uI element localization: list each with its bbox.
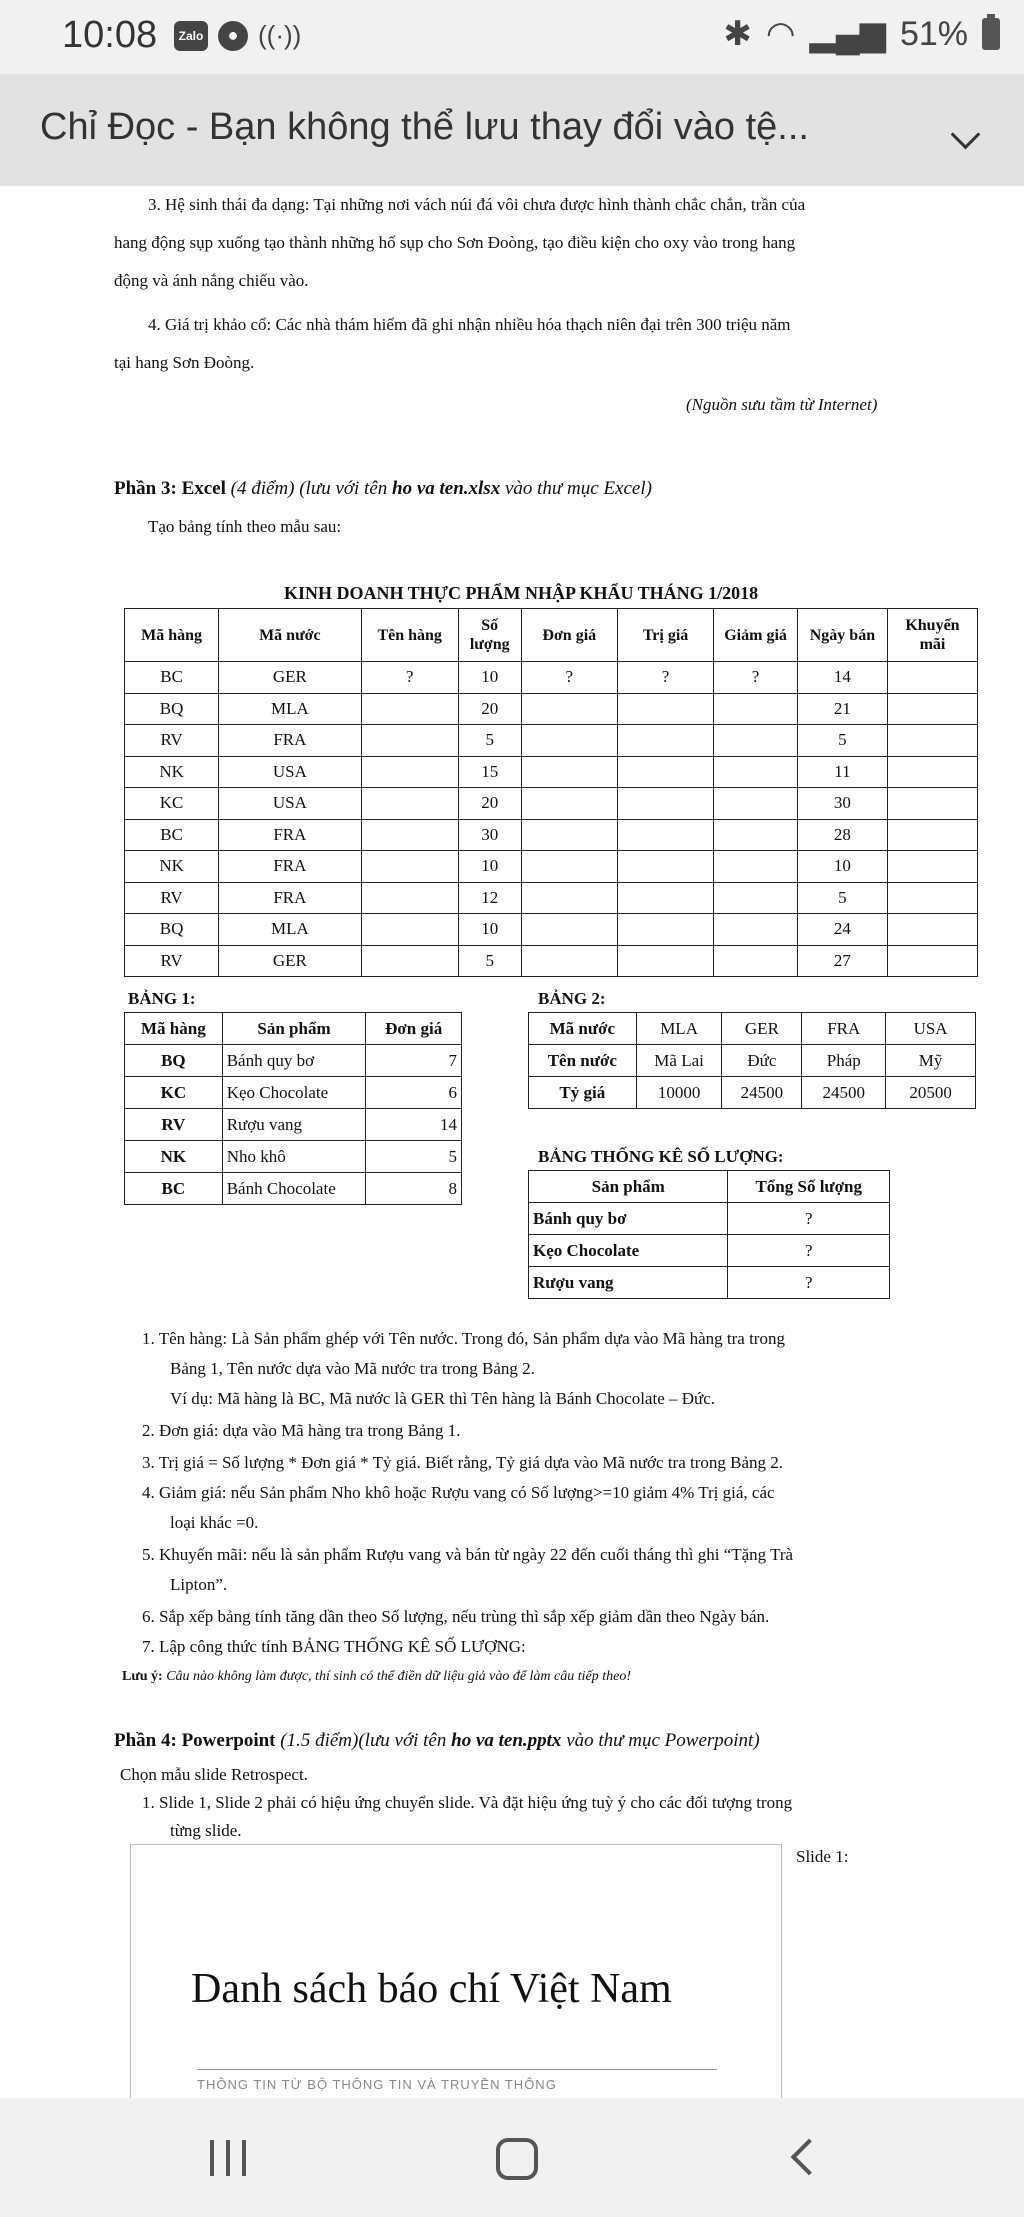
main-table [124, 608, 978, 977]
table-row [125, 914, 978, 946]
table-cell: 5 [458, 945, 521, 977]
instruction-line: loại khác =0. [170, 1513, 259, 1532]
status-time: 10:08 [62, 14, 158, 56]
note-line [122, 1666, 631, 1688]
table-cell [361, 882, 458, 914]
table-cell: NK [125, 1141, 223, 1173]
table-cell: Mã Lai [636, 1045, 722, 1077]
chevron-down-icon[interactable] [951, 120, 981, 150]
table-cell: Pháp [802, 1045, 886, 1077]
table-cell [887, 788, 977, 820]
bang-2-table [528, 1012, 976, 1109]
bang-3-table [528, 1170, 890, 1299]
table-cell: MLA [219, 693, 361, 725]
table-cell: 27 [797, 945, 887, 977]
table-cell: GER [722, 1013, 802, 1045]
bang-1-table [124, 1012, 462, 1205]
table-cell: 7 [366, 1045, 462, 1077]
table-cell: BC [125, 662, 219, 694]
read-only-banner[interactable] [0, 74, 1024, 186]
table-cell: 10000 [636, 1077, 722, 1109]
back-icon[interactable] [791, 2139, 828, 2176]
table-cell [361, 851, 458, 883]
col-header: Mã nước [219, 609, 361, 662]
table-cell: BC [125, 819, 219, 851]
table-cell: 28 [797, 819, 887, 851]
table-cell: 15 [458, 756, 521, 788]
table-cell [714, 819, 798, 851]
col-header: Sản phẩm [222, 1013, 366, 1045]
hotspot-icon: ((·)) [258, 20, 302, 50]
table-row [125, 851, 978, 883]
part-4-heading [114, 1730, 760, 1752]
instruction-line: 2. Đơn giá: dựa vào Mã hàng tra trong Bảng 1. [142, 1421, 461, 1440]
table-cell: 30 [797, 788, 887, 820]
part-3-points: (4 điểm) (lưu với tên [230, 478, 388, 499]
part-4-filename: ho va ten.pptx [451, 1730, 562, 1751]
table-cell [617, 882, 713, 914]
slide-1-preview [130, 1844, 782, 2098]
table-row [125, 1141, 462, 1173]
table-cell [714, 756, 798, 788]
table-cell: FRA [219, 725, 361, 757]
table-row [125, 788, 978, 820]
part-3-folder: vào thư mục Excel) [504, 478, 652, 499]
table-cell: 5 [797, 725, 887, 757]
table-cell: 11 [797, 756, 887, 788]
table-cell: Bánh quy bơ [529, 1203, 728, 1235]
banner-title: Chỉ Đọc - Bạn không thể lưu thay đổi vào tệ... [40, 106, 809, 148]
bang-3-body [529, 1203, 890, 1299]
part-3-subtitle: Tạo bảng tính theo mẫu sau: [148, 517, 342, 536]
chat-bubble-icon: ● [218, 21, 248, 51]
table-cell: Mã nước [529, 1013, 637, 1045]
table-cell: Kẹo Chocolate [222, 1077, 366, 1109]
col-header: Trị giá [617, 609, 713, 662]
table-cell: MLA [219, 914, 361, 946]
part-4-folder: vào thư mục Powerpoint) [566, 1730, 760, 1751]
part-3-heading [114, 478, 652, 500]
table-cell: 5 [458, 725, 521, 757]
table-cell [887, 725, 977, 757]
part-4-instruction: 1. Slide 1, Slide 2 phải có hiệu ứng chuyển slide. Và đặt hiệu ứng tuỳ ý cho các đối tượng trong [142, 1793, 793, 1812]
table-cell: 24 [797, 914, 887, 946]
table-cell: 10 [458, 662, 521, 694]
table-cell [887, 819, 977, 851]
table-cell [361, 819, 458, 851]
table-row [125, 756, 978, 788]
table-row [125, 1077, 462, 1109]
col-header: Tổng Số lượng [728, 1171, 890, 1203]
table-cell: 10 [458, 851, 521, 883]
col-header: Đơn giá [366, 1013, 462, 1045]
system-icons [723, 14, 1000, 54]
table-cell: 30 [458, 819, 521, 851]
table-cell: USA [219, 756, 361, 788]
table-cell: RV [125, 725, 219, 757]
table-cell: Bánh Chocolate [222, 1173, 366, 1205]
table-cell [617, 693, 713, 725]
col-header: Tên hàng [361, 609, 458, 662]
note-text: Câu nào không làm được, thí sinh có thể điền dữ liệu giả vào để làm câu tiếp theo! [166, 1669, 632, 1684]
col-header: Đơn giá [521, 609, 617, 662]
table-cell: ? [728, 1235, 890, 1267]
table-row [125, 1109, 462, 1141]
table-cell: FRA [219, 851, 361, 883]
main-table-body [125, 662, 978, 977]
instruction-line: Lipton”. [170, 1575, 228, 1594]
table-cell: ? [521, 662, 617, 694]
table-row [529, 1045, 976, 1077]
table-cell [361, 914, 458, 946]
navigation-bar [0, 2098, 1024, 2217]
table-cell: 14 [797, 662, 887, 694]
col-header: Số lượng [458, 609, 521, 662]
table-cell: Đức [722, 1045, 802, 1077]
table-cell [714, 945, 798, 977]
col-header: Giảm giá [714, 609, 798, 662]
table-cell [361, 756, 458, 788]
table-cell: KC [125, 788, 219, 820]
table-cell [617, 725, 713, 757]
table-cell [521, 914, 617, 946]
table-cell [887, 662, 977, 694]
table-cell [887, 851, 977, 883]
table-row [125, 1173, 462, 1205]
table-cell [521, 819, 617, 851]
slide-title: Danh sách báo chí Việt Nam [191, 1966, 672, 2012]
table-cell [521, 693, 617, 725]
slide-divider [197, 2069, 717, 2070]
table-cell: 10 [797, 851, 887, 883]
table-row [125, 662, 978, 694]
table-cell: Tỷ giá [529, 1077, 637, 1109]
table-cell: BQ [125, 914, 219, 946]
table-row [529, 1267, 890, 1299]
notification-icons [174, 20, 301, 51]
table-cell: 24500 [802, 1077, 886, 1109]
table-cell: Mỹ [886, 1045, 976, 1077]
instruction-line: 1. Tên hàng: Là Sản phẩm ghép với Tên nước. Trong đó, Sản phẩm dựa vào Mã hàng tra trong [142, 1329, 785, 1348]
table-row [529, 1235, 890, 1267]
table-cell: 14 [366, 1109, 462, 1141]
table-cell: NK [125, 851, 219, 883]
battery-icon [982, 18, 1000, 50]
table-cell [361, 788, 458, 820]
table-cell: Rượu vang [529, 1267, 728, 1299]
table-row [125, 725, 978, 757]
bang-1-header [125, 1013, 462, 1045]
table-cell: Kẹo Chocolate [529, 1235, 728, 1267]
table-cell: RV [125, 945, 219, 977]
table-cell [617, 914, 713, 946]
table-cell: MLA [636, 1013, 722, 1045]
instruction-line: 6. Sắp xếp bảng tính tăng dần theo Số lượng, nếu trùng thì sắp xếp giảm dần theo Ngày bán. [142, 1607, 770, 1626]
table-cell [887, 882, 977, 914]
table-row [125, 882, 978, 914]
table-cell: FRA [219, 819, 361, 851]
table-cell: ? [361, 662, 458, 694]
table-cell [617, 819, 713, 851]
para-3-line-2: hang động sụp xuống tạo thành những hố sụp cho Sơn Đoòng, tạo điều kiện cho oxy vào trong hang [114, 233, 796, 252]
part-3-title: Phần 3: Excel [114, 478, 226, 499]
table-cell [887, 693, 977, 725]
signal-icon: ▂▄▆ [809, 15, 886, 53]
note-label: Lưu ý: [122, 1669, 163, 1684]
table-cell: BQ [125, 1045, 223, 1077]
table-cell [361, 945, 458, 977]
slide-label: Slide 1: [796, 1847, 849, 1866]
instruction-line: 3. Trị giá = Số lượng * Đơn giá * Tỷ giá. Biết rằng, Tỷ giá dựa vào Mã nước tra trong Bảng 2. [142, 1453, 784, 1472]
table-row [125, 945, 978, 977]
instruction-line: 5. Khuyến mãi: nếu là sản phẩm Rượu vang và bán từ ngày 22 đến cuối tháng thì ghi “Tặng Trà [142, 1545, 794, 1564]
part-4-title: Phần 4: Powerpoint [114, 1730, 276, 1751]
col-header: Mã hàng [125, 1013, 223, 1045]
table-cell [714, 851, 798, 883]
table-cell: USA [219, 788, 361, 820]
table-cell [361, 693, 458, 725]
table-cell [887, 756, 977, 788]
instruction-line: Ví dụ: Mã hàng là BC, Mã nước là GER thì Tên hàng là Bánh Chocolate – Đức. [170, 1389, 716, 1408]
part-4-subtitle: Chọn mẫu slide Retrospect. [120, 1765, 308, 1784]
table-cell: 8 [366, 1173, 462, 1205]
main-table-header [125, 609, 978, 662]
part-4-points: (1.5 điểm)(lưu với tên [280, 1730, 447, 1751]
table-cell: Rượu vang [222, 1109, 366, 1141]
bang-3-header [529, 1171, 890, 1203]
table-row [125, 693, 978, 725]
col-header: Mã hàng [125, 609, 219, 662]
table-cell [617, 788, 713, 820]
slide-subtitle: THÔNG TIN TỪ BỘ THÔNG TIN VÀ TRUYỀN THÔNG [197, 2077, 557, 2092]
instruction-line: 7. Lập công thức tính BẢNG THỐNG KÊ SỐ LƯỢNG: [142, 1637, 526, 1656]
recent-apps-icon[interactable] [210, 2140, 246, 2176]
para-3-line-3: động và ánh nắng chiếu vào. [114, 271, 309, 290]
table-cell: 20 [458, 788, 521, 820]
source-note: (Nguồn sưu tầm từ Internet) [686, 395, 878, 414]
table-cell [521, 756, 617, 788]
table-row [125, 819, 978, 851]
col-header: Ngày bán [797, 609, 887, 662]
main-table-title: KINH DOANH THỰC PHẨM NHẬP KHẨU THÁNG 1/2018 [284, 583, 759, 603]
battery-percent: 51% [899, 14, 968, 53]
table-row [529, 1013, 976, 1045]
col-header: Sản phẩm [529, 1171, 728, 1203]
part-3-filename: ho va ten.xlsx [392, 478, 501, 499]
bang-1-label: BẢNG 1: [128, 989, 196, 1008]
table-cell: ? [617, 662, 713, 694]
para-3-line-1: 3. Hệ sinh thái đa dạng: Tại những nơi vách núi đá vôi chưa được hình thành chắc chắn, trần của [148, 195, 806, 214]
table-cell: RV [125, 1109, 223, 1141]
col-header: Khuyến mãi [887, 609, 977, 662]
table-row [529, 1203, 890, 1235]
table-cell [361, 725, 458, 757]
table-cell: 12 [458, 882, 521, 914]
table-cell [521, 945, 617, 977]
instruction-line: Bảng 1, Tên nước dựa vào Mã nước tra trong Bảng 2. [170, 1359, 535, 1378]
table-cell [521, 851, 617, 883]
table-row [125, 1045, 462, 1077]
table-cell: Tên nước [529, 1045, 637, 1077]
table-cell: 21 [797, 693, 887, 725]
bang-2-label: BẢNG 2: [538, 989, 606, 1008]
zalo-icon: Zalo [174, 21, 208, 51]
table-cell [887, 945, 977, 977]
table-cell: 6 [366, 1077, 462, 1109]
table-cell: ? [714, 662, 798, 694]
table-cell: Bánh quy bơ [222, 1045, 366, 1077]
table-cell [714, 693, 798, 725]
bang-3-label: BẢNG THỐNG KÊ SỐ LƯỢNG: [538, 1147, 784, 1166]
table-cell [714, 788, 798, 820]
table-row [529, 1077, 976, 1109]
table-cell: 20 [458, 693, 521, 725]
para-4-line-2: tại hang Sơn Đoòng. [114, 353, 255, 372]
document-page[interactable] [0, 186, 1024, 2098]
table-cell [617, 945, 713, 977]
table-cell: 10 [458, 914, 521, 946]
table-cell: BC [125, 1173, 223, 1205]
table-cell: Nho khô [222, 1141, 366, 1173]
table-cell [887, 914, 977, 946]
table-cell: GER [219, 662, 361, 694]
table-cell [714, 914, 798, 946]
table-cell: RV [125, 882, 219, 914]
wifi-icon: ◠ [765, 15, 796, 53]
table-cell [714, 725, 798, 757]
table-cell: NK [125, 756, 219, 788]
bang-2-body [529, 1013, 976, 1109]
table-cell: ? [728, 1267, 890, 1299]
table-cell: ? [728, 1203, 890, 1235]
table-cell [521, 882, 617, 914]
table-cell: BQ [125, 693, 219, 725]
table-cell: FRA [219, 882, 361, 914]
table-cell: 24500 [722, 1077, 802, 1109]
table-cell [714, 882, 798, 914]
table-cell: 5 [797, 882, 887, 914]
table-cell [521, 725, 617, 757]
table-cell: USA [886, 1013, 976, 1045]
para-4-line-1: 4. Giá trị khảo cổ: Các nhà thám hiểm đã ghi nhận nhiều hóa thạch niên đại trên 300 triệu năm [148, 315, 791, 334]
table-cell: GER [219, 945, 361, 977]
table-cell: KC [125, 1077, 223, 1109]
table-cell: 20500 [886, 1077, 976, 1109]
table-cell [617, 756, 713, 788]
instruction-line: 4. Giảm giá: nếu Sản phẩm Nho khô hoặc Rượu vang có Số lượng>=10 giảm 4% Trị giá, các [142, 1483, 775, 1502]
status-bar [0, 0, 1024, 74]
table-cell [521, 788, 617, 820]
table-cell [617, 851, 713, 883]
table-cell: 5 [366, 1141, 462, 1173]
bang-1-body [125, 1045, 462, 1205]
home-icon[interactable] [496, 2138, 538, 2180]
bluetooth-icon: ✱ [723, 15, 752, 53]
table-cell: FRA [802, 1013, 886, 1045]
part-4-instruction: từng slide. [170, 1821, 242, 1840]
